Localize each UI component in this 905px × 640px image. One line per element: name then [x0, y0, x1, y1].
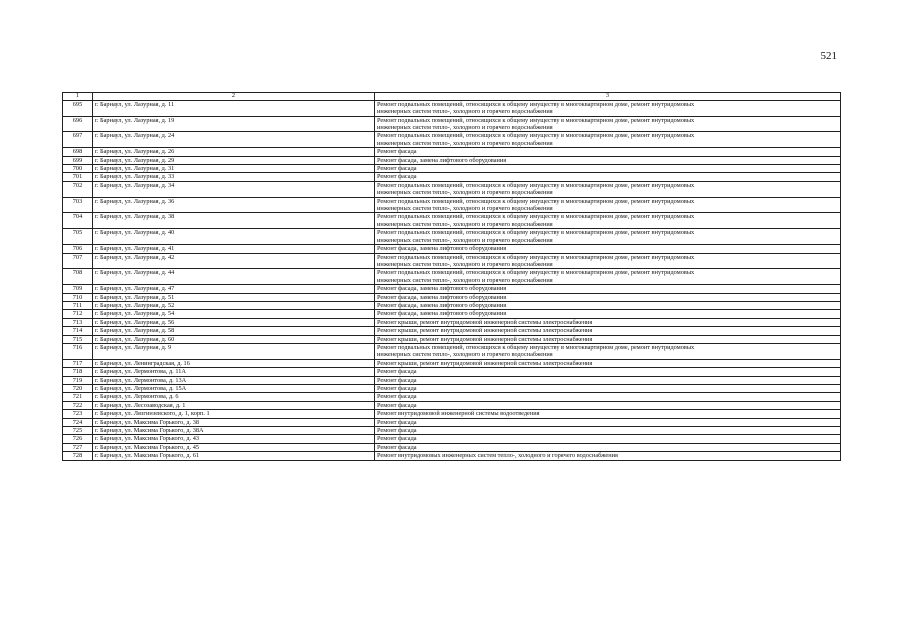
- work-line: инженерных систем тепло-, холодного и горячего водоснабжения: [377, 189, 553, 197]
- row-work-description: [375, 410, 841, 418]
- row-address: г. Барнаул, ул. Лазурная, д. 51: [93, 293, 375, 301]
- row-address: г. Барнаул, ул. Лазурная, д. 33: [93, 173, 375, 181]
- row-number: 696: [63, 116, 93, 132]
- table-row: [63, 269, 841, 285]
- row-number: 720: [63, 385, 93, 393]
- row-number: 710: [63, 293, 93, 301]
- row-number: 697: [63, 132, 93, 148]
- row-number: 699: [63, 156, 93, 164]
- row-address: г. Барнаул, ул. Лазурная, д. 38: [93, 213, 375, 229]
- work-line: Ремонт подвальных помещений, относящихся к общему имуществу в многоквартирном доме, ремонт внутридомовых: [377, 132, 695, 140]
- work-line: Ремонт подвальных помещений, относящихся к общему имуществу в многоквартирном доме, ремонт внутридомовых: [377, 229, 695, 237]
- table-row: [63, 197, 841, 213]
- table-header-row: [63, 93, 841, 101]
- row-number: 700: [63, 165, 93, 173]
- row-address: г. Барнаул, ул. Лазурная, д. 40: [93, 229, 375, 245]
- work-line: Ремонт подвальных помещений, относящихся к общему имуществу в многоквартирном доме, ремонт внутридомовых: [377, 253, 695, 261]
- work-line: инженерных систем тепло-, холодного и горячего водоснабжения: [377, 260, 553, 268]
- table-row: [63, 285, 841, 293]
- table-row: [63, 148, 841, 156]
- header-col-address: 2: [93, 93, 375, 101]
- row-address: г. Барнаул, ул. Лазурная, д. 44: [93, 269, 375, 285]
- row-work-description: [375, 285, 841, 293]
- work-line: Ремонт фасада: [377, 368, 417, 376]
- table-row: [63, 368, 841, 376]
- table-body: [63, 100, 841, 460]
- work-line: Ремонт фасада: [377, 443, 417, 451]
- table-row: [63, 173, 841, 181]
- table-row: [63, 229, 841, 245]
- row-number: 707: [63, 253, 93, 269]
- row-number: 716: [63, 343, 93, 359]
- row-work-description: [375, 213, 841, 229]
- table-row: [63, 401, 841, 409]
- row-work-description: [375, 301, 841, 309]
- row-address: г. Барнаул, ул. Лазурная, д. 41: [93, 245, 375, 253]
- table-row: [63, 100, 841, 116]
- row-number: 714: [63, 327, 93, 335]
- table-row: [63, 393, 841, 401]
- row-address: г. Барнаул, ул. Лазурная, д. 29: [93, 156, 375, 164]
- work-line: Ремонт подвальных помещений, относящихся к общему имуществу в многоквартирном доме, ремонт внутридомовых: [377, 116, 695, 124]
- row-address: г. Барнаул, ул. Лазурная, д. 42: [93, 253, 375, 269]
- work-line: Ремонт фасада: [377, 165, 417, 173]
- row-address: г. Барнаул, ул. Лазурная, д. 54: [93, 310, 375, 318]
- row-work-description: [375, 327, 841, 335]
- row-work-description: [375, 376, 841, 384]
- table-row: [63, 245, 841, 253]
- work-line: Ремонт крыши, ремонт внутридомовой инженерной системы электроснабжения: [377, 327, 593, 335]
- work-line: Ремонт фасада, замена лифтового оборудования: [377, 156, 507, 164]
- row-work-description: [375, 393, 841, 401]
- table-row: [63, 359, 841, 367]
- row-number: 721: [63, 393, 93, 401]
- table-row: [63, 301, 841, 309]
- row-work-description: [375, 245, 841, 253]
- row-address: г. Барнаул, ул. Максима Горького, д. 61: [93, 452, 375, 460]
- table-row: [63, 410, 841, 418]
- row-work-description: [375, 385, 841, 393]
- work-line: Ремонт подвальных помещений, относящихся к общему имуществу в многоквартирном доме, ремонт внутридомовых: [377, 213, 695, 221]
- row-address: г. Барнаул, ул. Лазурная, д. 24: [93, 132, 375, 148]
- row-address: г. Барнаул, ул. Лермонтова, д. 13А: [93, 376, 375, 384]
- row-address: г. Барнаул, ул. Максима Горького, д. 43: [93, 435, 375, 443]
- row-work-description: [375, 368, 841, 376]
- work-line: Ремонт фасада, замена лифтового оборудования: [377, 301, 507, 309]
- row-address: г. Барнаул, ул. Лермонтова, д. 11А: [93, 368, 375, 376]
- work-line: Ремонт фасада: [377, 385, 417, 393]
- row-address: г. Барнаул, ул. Лазурная, д. 58: [93, 327, 375, 335]
- row-address: г. Барнаул, ул. Лазурная, д. 31: [93, 165, 375, 173]
- row-address: г. Барнаул, ул. Максима Горького, д. 38: [93, 418, 375, 426]
- work-line: инженерных систем тепло-, холодного и горячего водоснабжения: [377, 108, 553, 116]
- row-address: г. Барнаул, ул. Лазурная, д. 56: [93, 318, 375, 326]
- work-line: Ремонт фасада: [377, 173, 417, 181]
- work-line: Ремонт фасада: [377, 393, 417, 401]
- work-line: инженерных систем тепло-, холодного и горячего водоснабжения: [377, 220, 553, 228]
- table-row: [63, 165, 841, 173]
- row-work-description: [375, 452, 841, 460]
- page-number: 521: [820, 50, 837, 62]
- row-address: г. Барнаул, ул. Лазурная, д. 47: [93, 285, 375, 293]
- row-work-description: [375, 418, 841, 426]
- row-work-description: [375, 401, 841, 409]
- row-number: 704: [63, 213, 93, 229]
- row-address: г. Барнаул, ул. Лермонтова, д. 6: [93, 393, 375, 401]
- work-line: Ремонт фасада, замена лифтового оборудования: [377, 285, 507, 293]
- work-line: Ремонт фасада: [377, 148, 417, 156]
- work-line: инженерных систем тепло-, холодного и горячего водоснабжения: [377, 351, 553, 359]
- table-row: [63, 156, 841, 164]
- work-line: инженерных систем тепло-, холодного и горячего водоснабжения: [377, 139, 553, 147]
- table-row: [63, 385, 841, 393]
- row-work-description: [375, 443, 841, 451]
- table-row: [63, 435, 841, 443]
- table-row: [63, 343, 841, 359]
- row-number: 701: [63, 173, 93, 181]
- row-address: г. Барнаул, ул. Лазурная, д. 52: [93, 301, 375, 309]
- header-col-work: 3: [375, 93, 841, 101]
- work-line: Ремонт фасада: [377, 427, 417, 435]
- work-line: Ремонт крыши, ремонт внутридомовой инженерной системы электроснабжения: [377, 335, 593, 343]
- row-number: 708: [63, 269, 93, 285]
- row-number: 722: [63, 401, 93, 409]
- table-row: [63, 116, 841, 132]
- table-row: [63, 418, 841, 426]
- row-work-description: [375, 181, 841, 197]
- table-row: [63, 293, 841, 301]
- row-number: 711: [63, 301, 93, 309]
- row-work-description: [375, 148, 841, 156]
- row-address: г. Барнаул, ул. Лесозаводская, д. 1: [93, 401, 375, 409]
- work-line: инженерных систем тепло-, холодного и горячего водоснабжения: [377, 276, 553, 284]
- table-row: [63, 335, 841, 343]
- work-line: инженерных систем тепло-, холодного и горячего водоснабжения: [377, 236, 553, 244]
- row-work-description: [375, 116, 841, 132]
- row-work-description: [375, 132, 841, 148]
- row-address: г. Барнаул, ул. Максима Горького, д. 45: [93, 443, 375, 451]
- table-row: [63, 427, 841, 435]
- work-line: Ремонт фасада: [377, 435, 417, 443]
- row-work-description: [375, 197, 841, 213]
- row-number: 717: [63, 359, 93, 367]
- row-work-description: [375, 343, 841, 359]
- row-number: 724: [63, 418, 93, 426]
- row-address: г. Барнаул, ул. Ленинградская, д. 16: [93, 359, 375, 367]
- header-col-number: 1: [63, 93, 93, 101]
- row-work-description: [375, 173, 841, 181]
- row-address: г. Барнаул, ул. Лазурная, д. 9: [93, 343, 375, 359]
- row-work-description: [375, 269, 841, 285]
- work-line: Ремонт фасада: [377, 401, 417, 409]
- work-line: Ремонт фасада, замена лифтового оборудования: [377, 245, 507, 253]
- work-line: Ремонт подвальных помещений, относящихся к общему имуществу в многоквартирном доме, ремонт внутридомовых: [377, 197, 695, 205]
- work-line: Ремонт подвальных помещений, относящихся к общему имуществу в многоквартирном доме, ремонт внутридомовых: [377, 181, 695, 189]
- work-line: Ремонт фасада: [377, 418, 417, 426]
- work-line: инженерных систем тепло-, холодного и горячего водоснабжения: [377, 205, 553, 213]
- table-row: [63, 443, 841, 451]
- table-row: [63, 132, 841, 148]
- row-work-description: [375, 359, 841, 367]
- row-number: 695: [63, 100, 93, 116]
- row-address: г. Барнаул, ул. Лазурная, д. 11: [93, 100, 375, 116]
- row-number: 718: [63, 368, 93, 376]
- row-number: 709: [63, 285, 93, 293]
- work-line: Ремонт подвальных помещений, относящихся к общему имуществу в многоквартирном доме, ремонт внутридомовых: [377, 343, 695, 351]
- row-number: 726: [63, 435, 93, 443]
- table-row: [63, 452, 841, 460]
- row-address: г. Барнаул, ул. Лазурная, д. 34: [93, 181, 375, 197]
- row-number: 723: [63, 410, 93, 418]
- row-number: 712: [63, 310, 93, 318]
- row-number: 719: [63, 376, 93, 384]
- work-line: Ремонт фасада: [377, 376, 417, 384]
- row-work-description: [375, 427, 841, 435]
- row-work-description: [375, 435, 841, 443]
- row-work-description: [375, 318, 841, 326]
- row-address: г. Барнаул, ул. Лазурная, д. 26: [93, 148, 375, 156]
- table-row: [63, 213, 841, 229]
- row-address: г. Барнаул, ул. Лазурная, д. 36: [93, 197, 375, 213]
- row-number: 725: [63, 427, 93, 435]
- work-line: Ремонт фасада, замена лифтового оборудования: [377, 293, 507, 301]
- work-line: Ремонт фасада, замена лифтового оборудования: [377, 310, 507, 318]
- row-number: 702: [63, 181, 93, 197]
- work-list-table: [62, 92, 841, 461]
- row-number: 715: [63, 335, 93, 343]
- row-number: 728: [63, 452, 93, 460]
- table-row: [63, 376, 841, 384]
- work-line: инженерных систем тепло-, холодного и горячего водоснабжения: [377, 124, 553, 132]
- row-work-description: [375, 156, 841, 164]
- table-row: [63, 327, 841, 335]
- row-work-description: [375, 253, 841, 269]
- row-number: 706: [63, 245, 93, 253]
- row-number: 713: [63, 318, 93, 326]
- row-work-description: [375, 100, 841, 116]
- work-line: Ремонт крыши, ремонт внутридомовой инженерной системы электроснабжения: [377, 359, 593, 367]
- row-number: 703: [63, 197, 93, 213]
- row-address: г. Барнаул, ул. Максима Горького, д. 38А: [93, 427, 375, 435]
- work-line: Ремонт подвальных помещений, относящихся к общему имуществу в многоквартирном доме, ремонт внутридомовых: [377, 100, 695, 108]
- row-number: 705: [63, 229, 93, 245]
- row-address: г. Барнаул, ул. Лазурная, д. 60: [93, 335, 375, 343]
- row-address: г. Барнаул, ул. Лязгинзевского, д. 1, корп. 1: [93, 410, 375, 418]
- row-address: г. Барнаул, ул. Лазурная, д. 19: [93, 116, 375, 132]
- row-work-description: [375, 293, 841, 301]
- row-number: 727: [63, 443, 93, 451]
- row-work-description: [375, 310, 841, 318]
- table-row: [63, 318, 841, 326]
- work-line: Ремонт подвальных помещений, относящихся к общему имуществу в многоквартирном доме, ремонт внутридомовых: [377, 269, 695, 277]
- row-address: г. Барнаул, ул. Лермонтова, д. 15А: [93, 385, 375, 393]
- work-line: Ремонт внутридомовых инженерных систем тепло-, холодного и горячего водоснабжения: [377, 452, 618, 460]
- table-row: [63, 310, 841, 318]
- row-work-description: [375, 165, 841, 173]
- table-row: [63, 253, 841, 269]
- row-work-description: [375, 335, 841, 343]
- work-line: Ремонт внутридомовой инженерной системы водоотведения: [377, 410, 540, 418]
- work-line: Ремонт крыши, ремонт внутридомовой инженерной системы электроснабжения: [377, 318, 593, 326]
- row-number: 698: [63, 148, 93, 156]
- row-work-description: [375, 229, 841, 245]
- table-row: [63, 181, 841, 197]
